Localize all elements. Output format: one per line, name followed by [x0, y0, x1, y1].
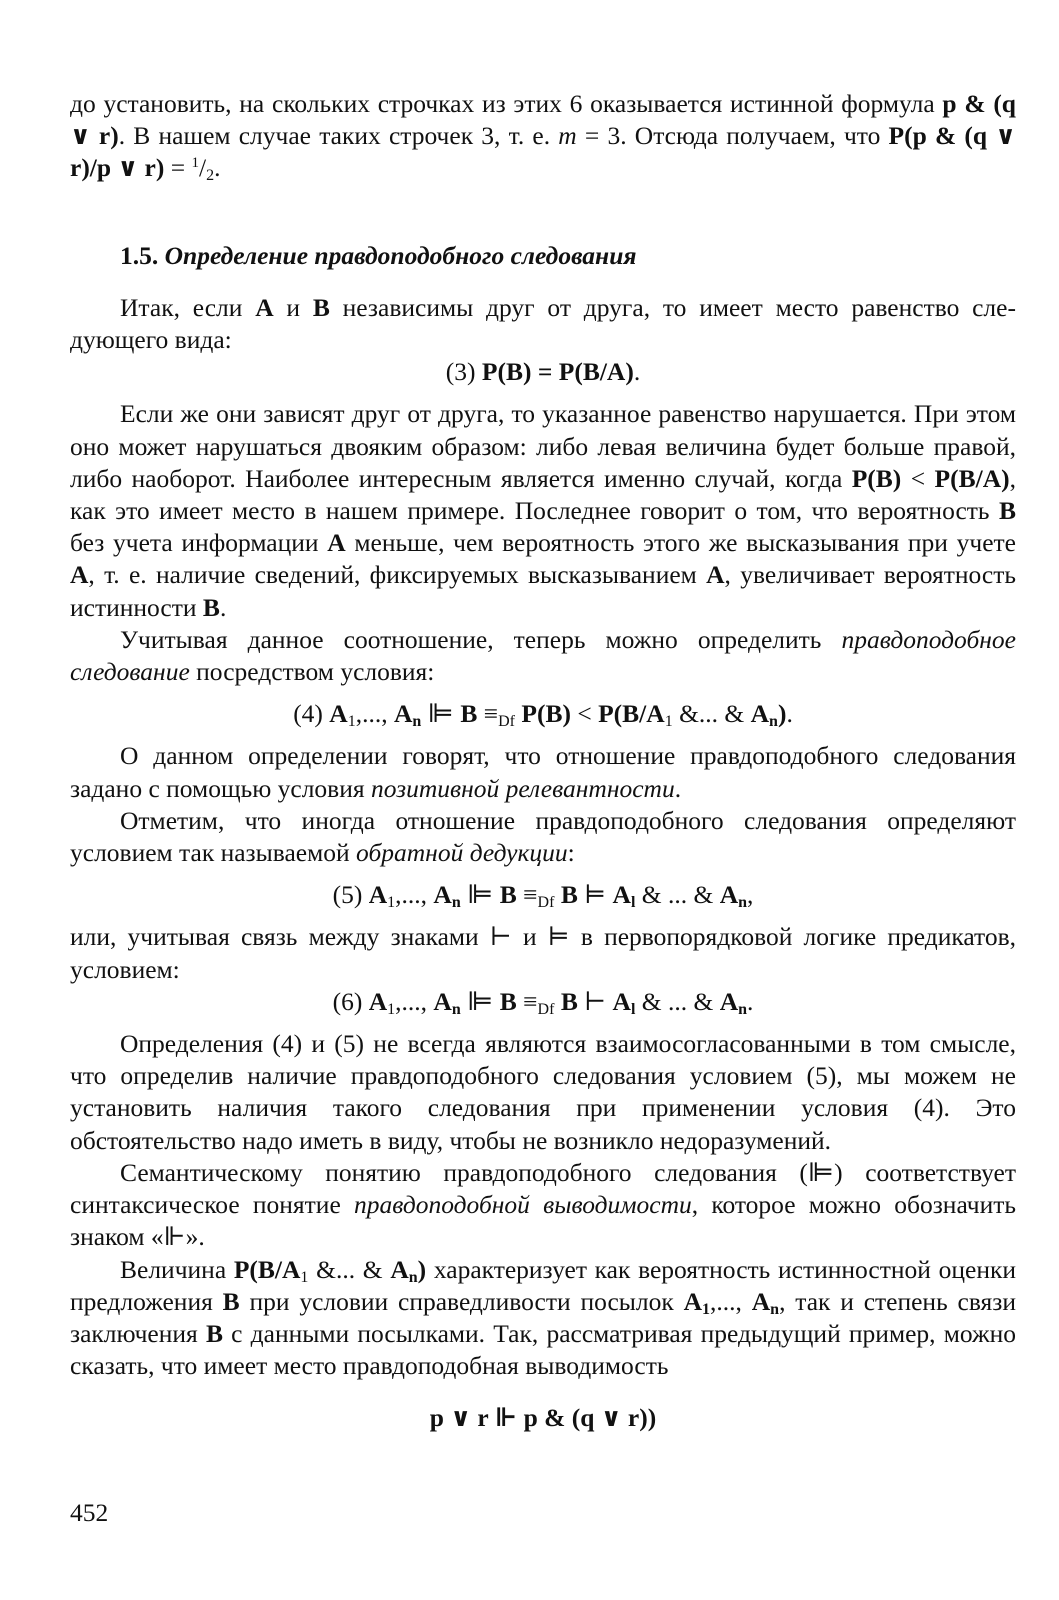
text: посредством условия:: [189, 657, 435, 687]
formula-inline: p & (q ∨ r): [70, 89, 1016, 151]
text: ,...,: [710, 1286, 752, 1316]
definition-symbol: ≡: [516, 880, 538, 910]
paragraph-6: [70, 921, 1016, 985]
text: Если же они зависят друг от друга, то указанное равенство нарушается. При этом оно может нарушаться двояким образом: либо левая величина будет больше правой, либо наоборот. Наиболее интересным является именно случай, когда: [70, 399, 1016, 493]
relation-symbol: ⊫: [421, 699, 461, 729]
text: , как это имеет место в нашем примере. Последнее говорит о том, что вероятность: [70, 463, 1016, 526]
text: с данными посылками. Так, рассматривая предыдущий пример, можно сказать, что имеет место правдоподобная выводимость: [70, 1318, 1016, 1381]
text: &... &: [308, 1254, 391, 1284]
subscript: l: [630, 894, 636, 912]
formula-expression: P(B) = P(B/A): [481, 357, 634, 387]
variable-m: m: [558, 121, 577, 151]
symbol: A: [751, 1286, 771, 1316]
subscript: n: [738, 894, 748, 912]
symbol: A: [719, 880, 739, 910]
text: независимы друг от друга, то имеет место равенство следующего вида:: [70, 292, 1016, 355]
text: <: [901, 463, 935, 493]
subscript: n: [412, 713, 422, 731]
symbol: A: [390, 1254, 409, 1284]
formula-inline: P(B/A: [598, 699, 665, 729]
symbol: A: [612, 986, 631, 1016]
term-italic: правдоподобное следование: [70, 624, 1016, 687]
subscript: l: [630, 1000, 636, 1018]
formula-number: (3): [445, 357, 482, 387]
term-italic: позитивной релевантности: [370, 773, 675, 803]
relation-symbol: ⊫: [460, 880, 500, 910]
text: = 3. Отсюда получаем, что: [576, 121, 881, 151]
subscript: Df: [537, 1000, 555, 1018]
formula-inline: P(p & (q ∨ r)/p ∨ r): [70, 121, 1016, 183]
paragraph-9: [70, 1254, 1016, 1383]
subscript: n: [408, 1268, 418, 1286]
text: :: [567, 838, 575, 868]
term-italic: правдоподобной выводимости: [353, 1190, 692, 1220]
punct: ,: [747, 880, 754, 910]
fraction-slash: /: [198, 153, 207, 183]
symbol: A: [706, 560, 725, 590]
subscript: n: [738, 1000, 748, 1018]
symbol: A: [70, 560, 89, 590]
symbol: A: [329, 699, 348, 729]
paragraph-2: [70, 398, 1016, 623]
text: . В нашем случае таких строчек 3, т. е.: [118, 121, 559, 151]
subscript: n: [451, 1000, 461, 1018]
symbol: A: [368, 880, 388, 910]
subscript: 1: [387, 894, 396, 912]
text: Величина: [120, 1254, 234, 1284]
text: характеризует как вероятность истинностной оценки предложения: [70, 1254, 1017, 1316]
symbol: B: [202, 592, 220, 622]
subscript: 1: [387, 1000, 396, 1018]
subscript: 1: [347, 713, 356, 731]
formula-number: (4): [293, 699, 330, 729]
text: , увеличивает вероятность истинности: [70, 560, 1016, 622]
fraction-numerator: 1: [191, 155, 199, 172]
subscript: 1: [300, 1268, 309, 1286]
symbol: B: [554, 880, 578, 910]
formula-number: (5): [332, 880, 369, 910]
text: ): [777, 699, 787, 729]
punct: .: [786, 699, 793, 729]
paragraph-3: [70, 624, 1016, 688]
text: =: [164, 153, 192, 183]
formula-number: (6): [332, 986, 369, 1016]
text: .: [674, 773, 682, 803]
text: &... &: [672, 699, 751, 729]
symbol: B: [998, 496, 1016, 526]
symbol: B: [499, 986, 517, 1016]
section-title: Определение правдоподобного следования: [164, 240, 637, 270]
subscript: 1: [664, 713, 673, 731]
subscript: 1: [702, 1300, 711, 1318]
text: .: [214, 153, 221, 183]
punct: .: [633, 357, 641, 387]
formula-6: [70, 986, 1016, 1018]
subscript: Df: [537, 894, 555, 912]
formula-5: [70, 879, 1016, 911]
text: , т. е. наличие сведений, фиксируемых высказыванием: [88, 560, 707, 590]
symbol: A: [433, 986, 452, 1016]
symbol: B: [312, 292, 330, 322]
text: ,...,: [395, 986, 434, 1016]
text: .: [219, 592, 227, 622]
subscript: n: [770, 1300, 780, 1318]
formula-inline: P(B/A): [934, 463, 1010, 493]
text: Учитывая данное соотношение, теперь можно определить: [120, 624, 842, 654]
text: , которое можно обозначить знаком «⊩».: [70, 1190, 1016, 1252]
text: <: [570, 699, 599, 729]
text: и: [273, 292, 313, 322]
page-body: [70, 88, 1016, 1435]
formula-3: [70, 356, 1016, 388]
relation-symbol: ⊨: [577, 880, 613, 910]
definition-symbol: ≡: [516, 986, 538, 1016]
relation-symbol: ⊫: [460, 986, 500, 1016]
symbol: B: [499, 880, 517, 910]
symbol: B: [460, 699, 478, 729]
text: ,...,: [395, 880, 434, 910]
formula-4: [70, 698, 1016, 730]
text: О данном определении говорят, что отношение правдоподобного следования задано с помощью условия: [70, 741, 1016, 803]
symbol: B: [554, 986, 578, 1016]
text: & ... &: [635, 880, 720, 910]
punct: .: [747, 986, 754, 1016]
symbol: A: [719, 986, 739, 1016]
symbol: A: [393, 699, 413, 729]
text: до установить, на скольких строчках из этих 6 оказывается истинной формула: [70, 89, 935, 118]
relation-symbol: ⊢: [577, 986, 613, 1016]
paragraph-1: [70, 292, 1016, 356]
definition-symbol: ≡: [477, 699, 499, 729]
symbol: A: [612, 880, 631, 910]
paragraph-4: [70, 740, 1016, 804]
formula-inline: P(B): [515, 699, 571, 729]
symbol: A: [368, 986, 388, 1016]
section-number: 1.5.: [120, 240, 165, 270]
symbol: A: [255, 292, 274, 322]
fraction-denominator: 2: [206, 167, 215, 185]
subscript: Df: [498, 713, 516, 731]
formula-7: [70, 1402, 1016, 1434]
formula-expression: p ∨ r ⊩ p & (q ∨ r)): [429, 1403, 657, 1433]
formula-inline: P(B/A: [233, 1254, 301, 1284]
text: & ... &: [635, 986, 720, 1016]
text: меньше, чем вероятность этого же высказывания при учете: [345, 528, 1016, 558]
symbol: B: [222, 1286, 240, 1316]
symbol: A: [433, 880, 452, 910]
paragraph-8: [70, 1157, 1016, 1254]
text: , так и степень связи заключения: [70, 1286, 1016, 1348]
paragraph-0: [70, 88, 1016, 185]
text: или, учитывая связь между знаками ⊢ и ⊨ в первопорядковой логике предикатов, условием:: [70, 922, 1016, 984]
text: без учета информации: [70, 528, 328, 558]
text: ,...,: [355, 699, 394, 729]
text: Определения (4) и (5) не всегда являются взаимосогласованными в том смысле, что определив наличие правдоподобного следования условием (5), мы можем не установить наличия такого следования при применении условия (4). Это обстоятельство надо иметь в виду, чтобы не возникло недоразумений.: [70, 1029, 1016, 1155]
text: Отметим, что иногда отношение правдоподобного следования определяют условием так называемой: [70, 805, 1016, 868]
paragraph-7: [70, 1028, 1016, 1157]
symbol: B: [205, 1318, 223, 1348]
text: Итак, если: [120, 292, 256, 322]
text: ): [417, 1254, 427, 1284]
subscript: n: [451, 894, 461, 912]
page-number: 452: [70, 1498, 109, 1527]
symbol: A: [327, 528, 346, 558]
symbol: A: [683, 1286, 703, 1316]
text: при условии справедливости посылок: [239, 1286, 684, 1316]
symbol: A: [750, 699, 770, 729]
subscript: n: [769, 713, 778, 731]
paragraph-5: [70, 805, 1016, 869]
formula-inline: P(B): [851, 463, 902, 493]
section-heading: [70, 240, 1016, 272]
term-italic: обратной дедукции: [356, 838, 568, 868]
text: Семантическому понятию правдоподобного следования (⊫) соответствует синтаксическое понятие: [70, 1157, 1016, 1220]
